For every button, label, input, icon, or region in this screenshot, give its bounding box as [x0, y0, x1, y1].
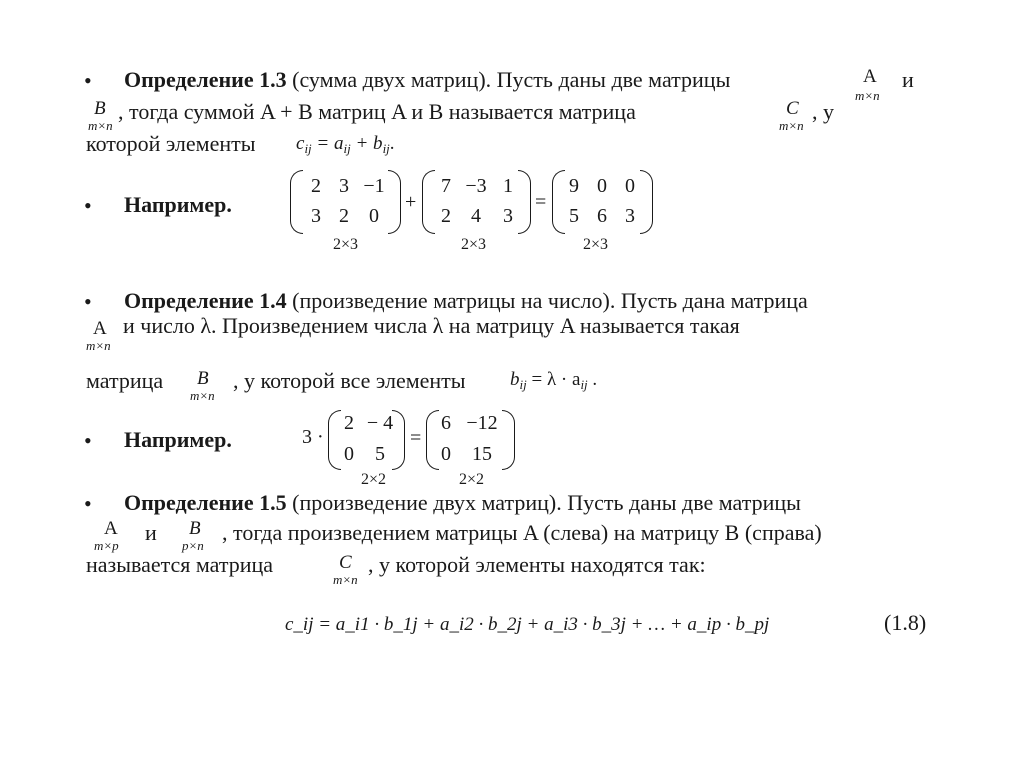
def15-text2: , тогда произведением матрицы A (слева) на матрицу B (справа): [222, 520, 822, 545]
m4-cell: 0: [344, 443, 354, 465]
m5-cell: −12: [466, 412, 498, 434]
m1-cell: 2: [311, 175, 321, 197]
m3-cell: 6: [597, 205, 607, 227]
bullet: •: [84, 289, 92, 314]
m2-cell: 7: [441, 175, 451, 197]
def13-text1: (сумма двух матриц). Пусть даны две матрицы: [286, 67, 731, 92]
def15-text4: , у которой элементы находятся так:: [368, 552, 706, 577]
matrix-A: A: [863, 66, 877, 87]
dim-label: 2×3: [583, 236, 609, 253]
m4-cell: 2: [344, 412, 354, 434]
dim-label: 2×3: [333, 236, 359, 253]
dim-mxp: m×p: [94, 538, 119, 553]
bullet: •: [84, 68, 92, 93]
m5-cell: 6: [441, 412, 451, 434]
m1-cell: 0: [369, 205, 379, 227]
m3-cell: 0: [597, 175, 607, 197]
def14-line1: [124, 290, 808, 312]
equals-sign: =: [535, 191, 547, 213]
def15-text1: (произведение двух матриц). Пусть даны две матрицы: [286, 490, 801, 515]
def14-formula: $b_{ij} = \lambda \cdot a_{ij}$ .: [510, 369, 598, 392]
def13-formula: $c_{ij} = a_{ij} + b_{ij}$.: [296, 133, 395, 156]
def13-and: и: [902, 67, 914, 92]
scalar: 3 ·: [302, 426, 324, 448]
m1-cell: 2: [339, 205, 349, 227]
m1-cell: −1: [363, 175, 385, 197]
plus-sign: +: [405, 191, 417, 213]
def14-text1: (произведение матрицы на число). Пусть дана матрица: [286, 288, 808, 313]
dim-mxn: m×n: [88, 118, 113, 133]
m1-cell: 3: [311, 205, 321, 227]
m3-cell: 9: [569, 175, 579, 197]
def15-text3: называется матрица: [86, 552, 274, 577]
matrix-B: B: [94, 98, 106, 119]
def13-text4: которой элементы: [86, 131, 256, 156]
m3-cell: 0: [625, 175, 635, 197]
dim-pxn: p×n: [182, 538, 204, 553]
dim-mxn: m×n: [190, 388, 215, 403]
bullet: •: [84, 193, 92, 218]
def13-title: Определение 1.3: [124, 67, 287, 92]
example2-label: Например.: [124, 427, 232, 452]
def13-text3: , у: [812, 99, 834, 124]
matrix-A: A: [104, 518, 118, 539]
bullet: •: [84, 428, 92, 453]
def15-and: и: [145, 520, 157, 545]
matrix-C: C: [339, 552, 352, 573]
dim-mxn: m×n: [779, 118, 804, 133]
def14-title: Определение 1.4: [124, 288, 287, 313]
def15-title: Определение 1.5: [124, 490, 287, 515]
dim-label: 2×3: [461, 236, 487, 253]
m5-cell: 15: [472, 443, 492, 465]
m3-cell: 3: [625, 205, 635, 227]
equals-sign: =: [410, 427, 422, 449]
matrix-B: B: [189, 518, 201, 539]
matrix5-right-paren: [502, 410, 515, 470]
m2-cell: 1: [503, 175, 513, 197]
m2-cell: 4: [471, 205, 481, 227]
equation-number: (1.8): [884, 610, 927, 635]
m4-cell: 5: [375, 443, 385, 465]
bullet: •: [84, 491, 92, 516]
def14-text4: , у которой все элементы: [233, 368, 466, 393]
dim-label: 2×2: [361, 471, 387, 488]
dim-mxn: m×n: [855, 88, 880, 103]
m2-cell: −3: [465, 175, 487, 197]
dim-label: 2×2: [459, 471, 485, 488]
def14-text2: и число λ. Произведением числа λ на матрицу A называется такая: [123, 313, 740, 338]
matrix-A: A: [93, 318, 107, 339]
m2-cell: 3: [503, 205, 513, 227]
def13-text2: , тогда суммой A + B матриц A и B называется матрица: [118, 99, 636, 124]
def13-line1: [124, 69, 730, 91]
m4-cell: − 4: [366, 412, 394, 434]
m1-cell: 3: [339, 175, 349, 197]
matrix-B: B: [197, 368, 209, 389]
matrix-C: C: [786, 98, 799, 119]
def14-text3: матрица: [86, 368, 164, 393]
product-formula: c_ij = a_i1 · b_1j + a_i2 · b_2j + a_i3 · b_3j + … + a_ip · b_pj: [285, 614, 770, 635]
m2-cell: 2: [441, 205, 451, 227]
def15-line1: [124, 492, 801, 514]
matrix1-right-paren: [388, 170, 401, 234]
dim-mxn: m×n: [86, 338, 111, 353]
m3-cell: 5: [569, 205, 579, 227]
m5-cell: 0: [441, 443, 451, 465]
dim-mxn: m×n: [333, 572, 358, 587]
example1-label: Например.: [124, 192, 232, 217]
